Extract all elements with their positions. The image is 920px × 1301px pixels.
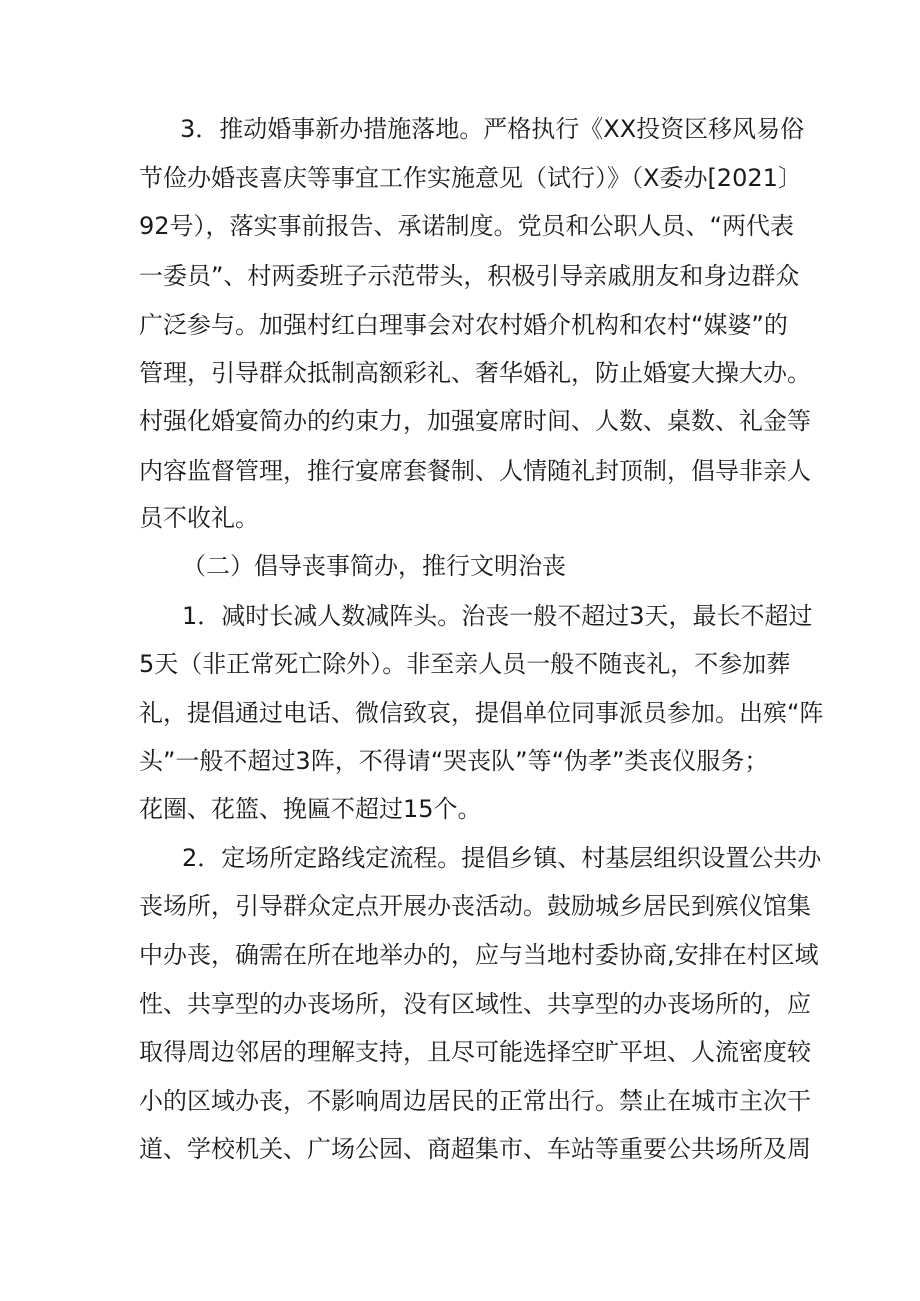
paragraph-line: 管理，引导群众抵制高额彩礼、奢华婚礼，防止婚宴大操大办。: [139, 359, 811, 387]
paragraph-line: 内容监督管理，推行宴席套餐制、人情随礼封顶制，倡导非亲人: [139, 457, 811, 485]
paragraph-line: 92号），落实事前报告、承诺制度。党员和公职人员、“两代表: [139, 212, 794, 240]
paragraph-line: 小的区域办丧，不影响周边居民的正常出行。禁止在城市主次干: [139, 1087, 811, 1115]
paragraph-line: 花圈、花篮、挽匾不超过15个。: [139, 795, 482, 823]
paragraph-line: 2．定场所定路线定流程。提倡乡镇、村基层组织设置公共办: [182, 844, 822, 872]
paragraph-line: 5天（非正常死亡除外）。非至亲人员一般不随丧礼，不参加葬: [139, 650, 791, 678]
paragraph-line: 头”一般不超过3阵，不得请“哭丧队”等“伪孝”类丧仪服务；: [139, 747, 769, 775]
paragraph-line: 礼，提倡通过电话、微信致哀，提倡单位同事派员参加。出殡“阵: [139, 699, 824, 727]
paragraph-line: 一委员”、村两委班子示范带头，积极引导亲戚朋友和身边群众: [139, 262, 800, 290]
paragraph-line: 性、共享型的办丧场所，没有区域性、共享型的办丧场所的，应: [139, 990, 811, 1018]
section-heading: （二）倡导丧事简办，推行文明治丧: [182, 552, 566, 580]
paragraph-line: 道、学校机关、广场公园、商超集市、车站等重要公共场所及周: [139, 1135, 811, 1163]
paragraph-line: 员不收礼。: [139, 504, 259, 532]
paragraph-line: 中办丧，确需在所在地举办的，应与当地村委协商,安排在村区域: [139, 941, 819, 969]
paragraph-line: 3．推动婚事新办措施落地。严格执行《XX投资区移风易俗: [180, 115, 805, 143]
paragraph-line: 村强化婚宴简办的约束力，加强宴席时间、人数、桌数、礼金等: [139, 407, 811, 435]
paragraph-line: 广泛参与。加强村红白理事会对农村婚介机构和农村“媒婆”的: [139, 311, 788, 339]
paragraph-line: 1．减时长减人数减阵头。治丧一般不超过3天，最长不超过: [182, 602, 813, 630]
paragraph-line: 节俭办婚丧喜庆等事宜工作实施意见（试行）》（X委办[2021〕: [139, 164, 802, 192]
paragraph-line: 丧场所，引导群众定点开展办丧活动。鼓励城乡居民到殡仪馆集: [139, 892, 811, 920]
paragraph-line: 取得周边邻居的理解支持，且尽可能选择空旷平坦、人流密度较: [139, 1038, 811, 1066]
